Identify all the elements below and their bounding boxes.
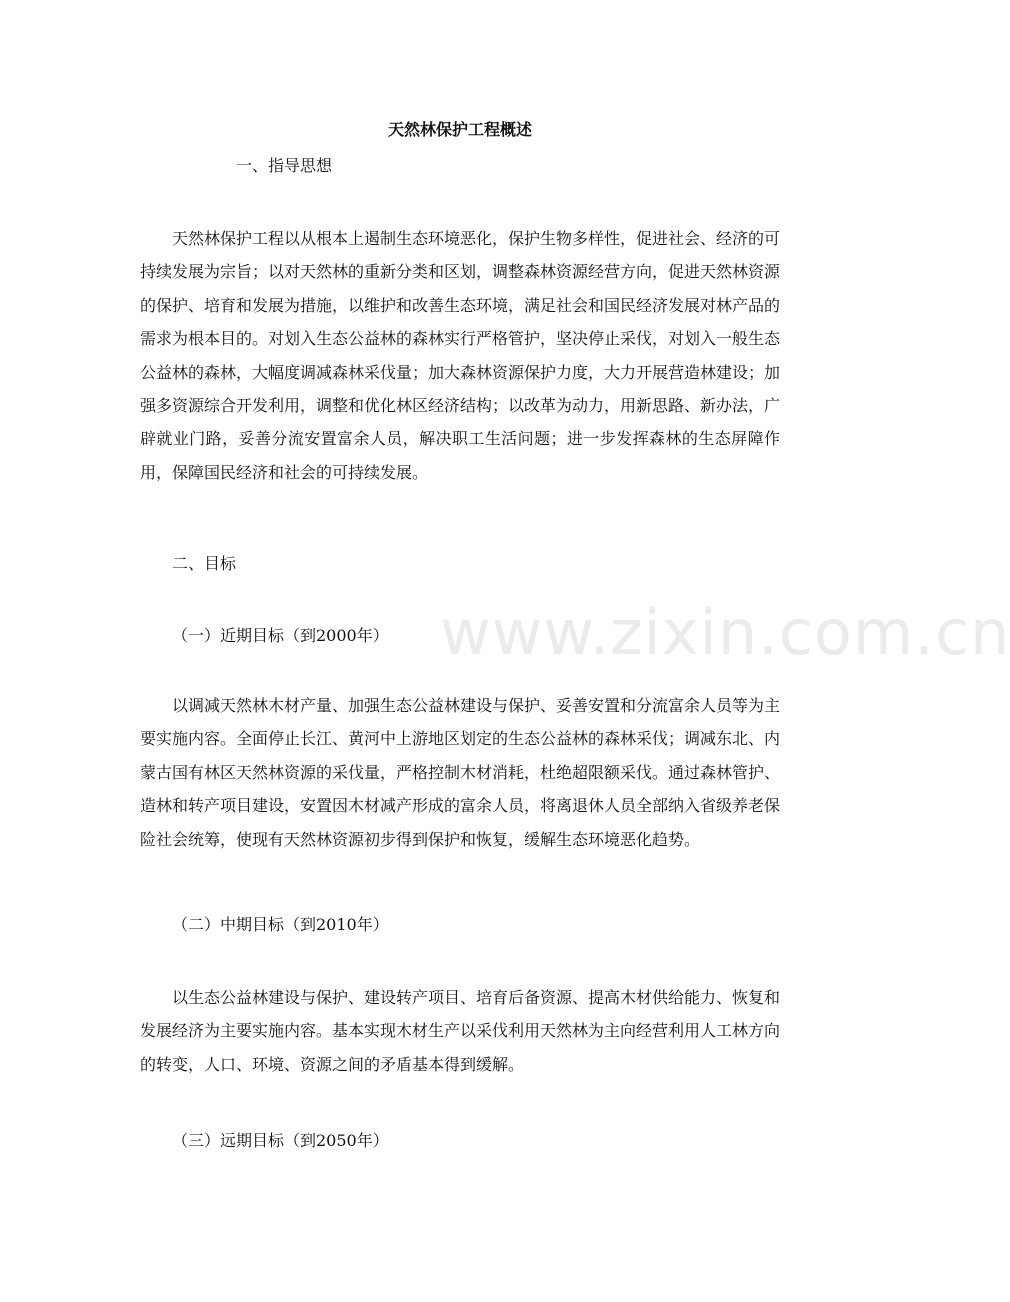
- section1-heading: 一、指导思想: [236, 156, 333, 175]
- mid-term-heading: （二）中期目标（到2010年）: [172, 915, 389, 934]
- section1-paragraph: 天然林保护工程以从根本上遏制生态环境恶化，保护生物多样性，促进社会、经济的可持续发展为宗旨；以对天然林的重新分类和区划，调整森林资源经营方向，促进天然林资源的保护、培育和发展为措施，以维护和改善生态环境，满足社会和国民经济发展对林产品的需求为根本目的。对划入生态公益林的森林实行严格管护，坚决停止采伐，对划入一般生态公益林的森林，大幅度调减森林采伐量；加大森林资源保护力度，大力开展营造林建设；加强多资源综合开发利用，调整和优化林区经济结构；以改革为动力，用新思路、新办法，广辟就业门路，妥善分流安置富余人员，解决职工生活问题；进一步发挥森林的生态屏障作用，保障国民经济和社会的可持续发展。: [140, 229, 781, 482]
- watermark: www.zixin.com.cn: [440, 596, 1010, 669]
- mid-term-paragraph: 以生态公益林建设与保护、建设转产项目、培育后备资源、提高木材供给能力、恢复和发展经济为主要实施内容。基本实现木材生产以采伐利用天然林为主向经营利用人工林方向的转变，人口、环境、资源之间的矛盾基本得到缓解。: [140, 988, 781, 1074]
- long-term-heading: （三）远期目标（到2050年）: [172, 1131, 389, 1150]
- near-term-paragraph: 以调减天然林木材产量、加强生态公益林建设与保护、妥善安置和分流富余人员等为主要实施内容。全面停止长江、黄河中上游地区划定的生态公益林的森林采伐；调减东北、内蒙古国有林区天然林资源的采伐量，严格控制木材消耗，杜绝超限额采伐。通过森林管护、造林和转产项目建设，安置因木材减产形成的富余人员，将离退休人员全部纳入省级养老保险社会统筹，使现有天然林资源初步得到保护和恢复，缓解生态环境恶化趋势。: [140, 696, 781, 849]
- near-term-heading: （一）近期目标（到2000年）: [172, 626, 389, 645]
- section2-heading: 二、目标: [172, 554, 237, 573]
- document-title: 天然林保护工程概述: [387, 120, 532, 139]
